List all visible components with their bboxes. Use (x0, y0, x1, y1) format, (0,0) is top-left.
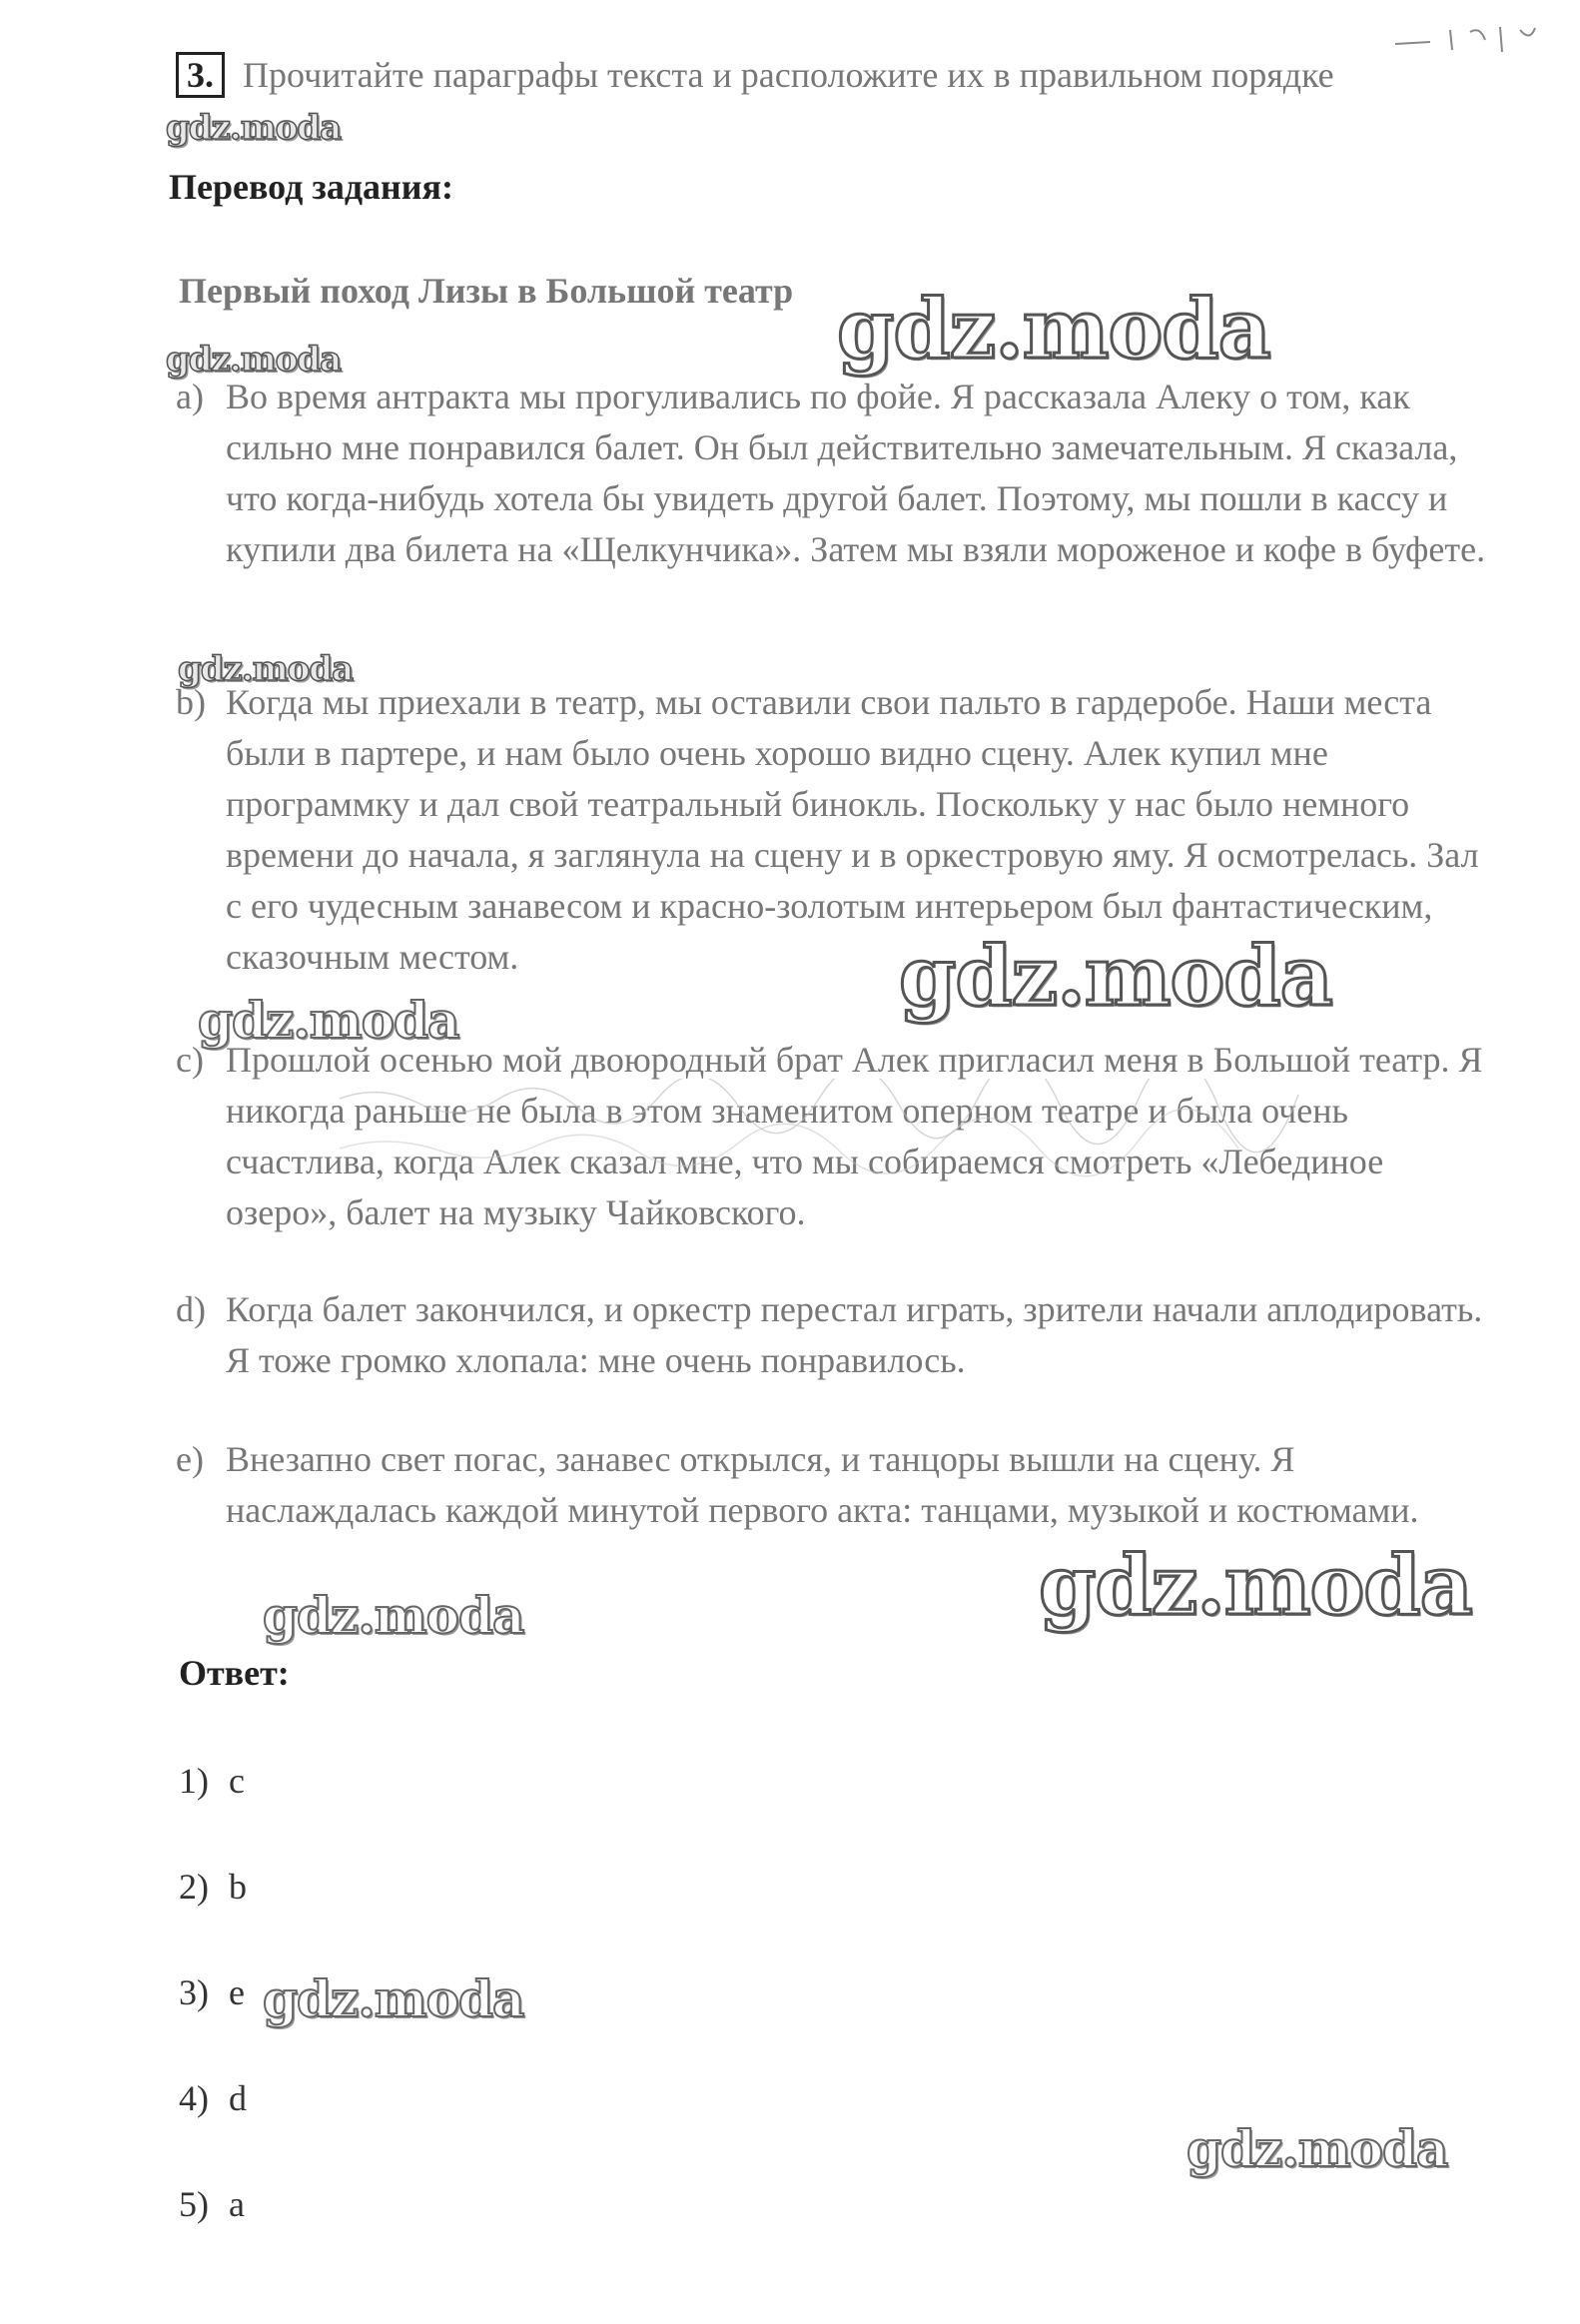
answer-number: 4) (179, 2078, 209, 2118)
watermark: gdz.moda (837, 282, 1270, 378)
paragraph-d (176, 1284, 1494, 1386)
answer-item (179, 1866, 247, 1908)
paragraph-text: Внезапно свет погас, занавес открылся, и танцоры вышли на сцену. Я наслаждалась каждой минутой первого акта: танцами, музыкой и костюмами. (226, 1439, 1419, 1530)
task-instruction: Прочитайте параграфы текста и расположите их в правильном порядке (243, 55, 1334, 95)
task-number: 3. (176, 52, 225, 98)
answer-number: 1) (179, 1761, 209, 1801)
scan-scribble (340, 1079, 1458, 1188)
paragraph-letter: c) (176, 1040, 204, 1080)
task-header (176, 52, 1334, 98)
paragraph-text: Во время антракта мы прогуливались по фойе. Я рассказала Алеку о том, как сильно мне понравился балет. Он был действительно замечательным. Я сказала, что когда-нибудь хотела бы увидеть другой балет. Поэтому, мы пошли в кассу и купили два билета на «Щелкунчика». Затем мы взяли мороженое и кофе в буфете. (226, 377, 1486, 569)
watermark: gdz.moda (263, 1969, 524, 2028)
answer-item (179, 1760, 245, 1802)
watermark: gdz.moda (1039, 1538, 1472, 1634)
answer-item (179, 2077, 247, 2119)
watermark: gdz.moda (166, 340, 342, 380)
watermark: gdz.moda (178, 649, 354, 689)
answer-value: b (229, 1867, 247, 1907)
paragraph-text: Когда мы приехали в театр, мы оставили свои пальто в гардеробе. Наши места были в партере, и нам было очень хорошо видно сцену. Алек купил мне программку и дал свой театральный бинокль. Поскольку у нас было немного времени до начала, я заглянула на сцену и в оркестровую яму. Я осмотрелась. Зал с его чудесным занавесом и красно-золотым интерьером был фантастическим, сказочным местом. (226, 682, 1479, 977)
watermark: gdz.moda (263, 1586, 524, 1645)
answer-number: 2) (179, 1867, 209, 1907)
answer-item (179, 1971, 245, 2013)
answer-value: d (229, 2078, 247, 2118)
watermark: gdz.moda (899, 929, 1332, 1025)
scan-corner-mark (1390, 22, 1540, 52)
watermark: gdz.moda (166, 108, 342, 148)
translation-heading: Перевод задания: (169, 167, 453, 207)
paragraph-a (176, 372, 1494, 575)
watermark: gdz.moda (198, 991, 459, 1050)
story-title: Первый поход Лизы в Большой театр (179, 271, 794, 311)
paragraph-letter: d) (176, 1289, 206, 1329)
paragraph-e (176, 1434, 1494, 1536)
answer-number: 3) (179, 1972, 209, 2012)
answer-value: e (229, 1972, 245, 2012)
answer-value: a (229, 2184, 245, 2224)
paragraph-letter: a) (176, 377, 204, 416)
answer-value: c (229, 1761, 245, 1801)
paragraph-letter: e) (176, 1439, 204, 1479)
paragraph-text: Когда балет закончился, и оркестр перестал играть, зрители начали аплодировать. Я тоже громко хлопала: мне очень понравилось. (226, 1289, 1483, 1380)
answer-heading: Ответ: (179, 1653, 290, 1693)
answer-item (179, 2183, 245, 2225)
paragraph-text: Прошлой осенью мой двоюродный брат Алек пригласил меня в Большой театр. Я никогда раньше не была в этом знаменитом оперном театре и была очень счастлива, когда Алек сказал мне, что мы собираемся смотреть «Лебединое озеро», балет на музыку Чайковского. (226, 1040, 1483, 1232)
watermark: gdz.moda (1186, 2119, 1448, 2178)
paragraph-letter: b) (176, 682, 206, 722)
answer-number: 5) (179, 2184, 209, 2224)
